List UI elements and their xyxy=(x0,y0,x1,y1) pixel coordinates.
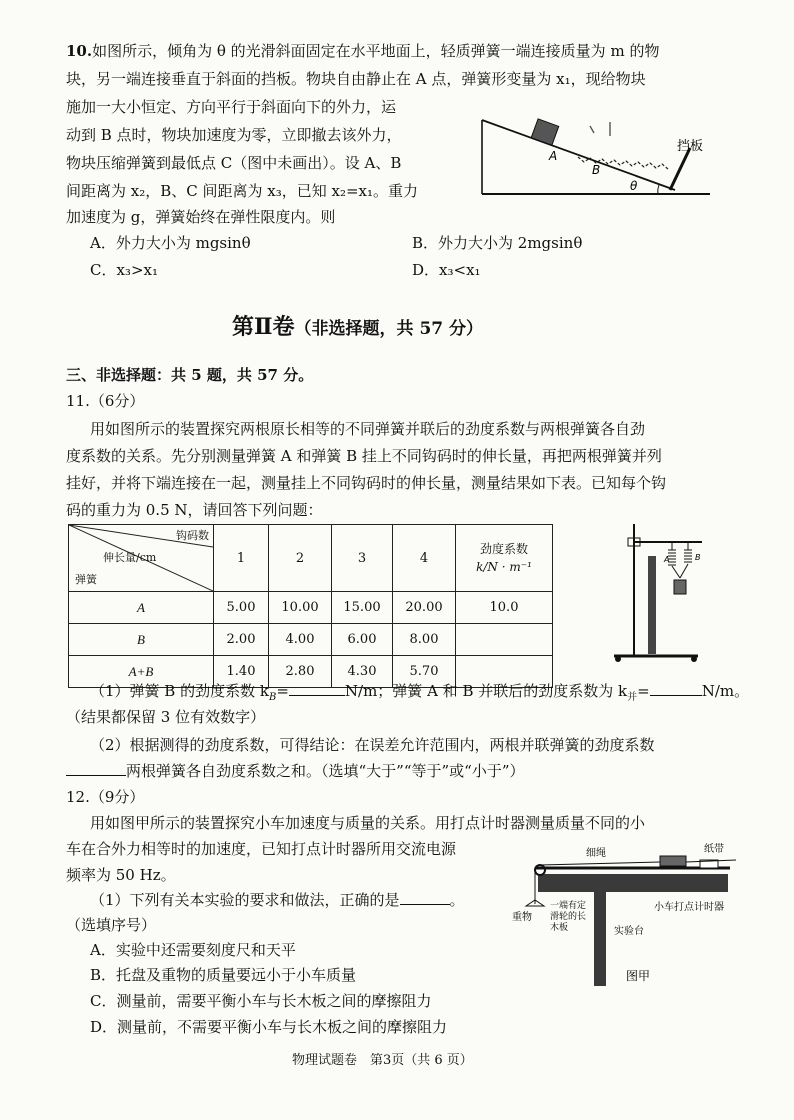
label-theta: θ xyxy=(630,179,638,193)
col-header: 3 xyxy=(332,525,393,592)
row-label: A xyxy=(69,592,214,624)
q11-line-3: 挂好，并将下端连接在一起，测量挂上不同钩码时的伸长量，测量结果如下表。已知每个钩 xyxy=(66,474,667,492)
kparallel-answer-blank[interactable] xyxy=(650,695,702,696)
q11-line-2: 度系数的关系。先分别测量弹簧 A 和弹簧 B 挂上不同钩码时的伸长量，再把两根弹簧并列 xyxy=(66,447,662,465)
table-cell: 2.00 xyxy=(214,624,269,656)
q10-text-1: 如图所示，倾角为 θ 的光滑斜面固定在水平地面上，轻质弹簧一端连接质量为 m 的物 xyxy=(92,42,660,60)
row-label: A+B xyxy=(69,656,214,688)
table-cell: 8.00 xyxy=(393,624,456,656)
block xyxy=(531,119,559,145)
q12-line-3: 频率为 50 Hz。 xyxy=(66,866,176,884)
table-row xyxy=(69,592,553,624)
label-board-1: 一端有定 xyxy=(550,901,587,911)
lab-bench xyxy=(538,874,728,892)
label-car: 小车 xyxy=(654,902,674,913)
q10-option-B: B．外力大小为 2mgsinθ xyxy=(412,234,583,252)
k-header xyxy=(456,525,553,592)
q11-line-4: 码的重力为 0.5 N，请回答下列问题： xyxy=(66,501,323,519)
corner-mid: 伸长量/cm xyxy=(103,551,157,564)
page-footer: 物理试题卷 第3页（共 6 页） xyxy=(292,1053,473,1068)
q12-option-A: A．实验中还需要刻度尺和天平 xyxy=(90,941,296,959)
q10-line-7: 加速度为 g，弹簧始终在弹性限度内。则 xyxy=(66,208,336,226)
q12-sub1-end: 。 xyxy=(449,891,465,909)
q10-option-C: C．x₃>x₁ xyxy=(90,261,158,279)
weights xyxy=(674,580,686,594)
q10-line-6: 间距离为 x₂，B、C 间距离为 x₃，已知 x₂=x₁。重力 xyxy=(66,182,419,200)
incline-figure xyxy=(470,110,730,202)
section2-heading: 三、非选择题：共 5 题，共 57 分。 xyxy=(66,366,314,384)
section2-title-main: 第Ⅱ卷 xyxy=(232,314,295,340)
figure-caption: 图甲 xyxy=(626,969,651,983)
q12-option-B: B．托盘及重物的质量要远小于小车质量 xyxy=(90,966,357,984)
q12-option-D: D．测量前，不需要平衡小车与长木板之间的摩擦阻力 xyxy=(90,1018,448,1036)
table-cell: 2.80 xyxy=(269,656,332,688)
table-cell: 5.00 xyxy=(214,592,269,624)
q12-sub1-note: （选填序号） xyxy=(66,916,157,934)
cart xyxy=(660,856,686,866)
label-A: A xyxy=(549,149,558,163)
q11-line-1: 用如图所示的装置探究两根原长相等的不同弹簧并联后的劲度系数与两根弹簧各自劲 xyxy=(90,420,646,438)
table-cell: 4.30 xyxy=(332,656,393,688)
col-header: 4 xyxy=(393,525,456,592)
k-cell xyxy=(456,624,553,656)
table-header-row xyxy=(69,525,553,592)
table-cell: 20.00 xyxy=(393,592,456,624)
q12-option-C: C．测量前，需要平衡小车与长木板之间的摩擦阻力 xyxy=(90,992,432,1010)
table-cell: 1.40 xyxy=(214,656,269,688)
q10-option-A: A．外力大小为 mgsinθ xyxy=(90,234,251,252)
table-cell: 5.70 xyxy=(393,656,456,688)
label-timer: 打点计时器 xyxy=(674,902,724,913)
col-header: 2 xyxy=(269,525,332,592)
board xyxy=(670,148,690,190)
q11-sub1-b: = xyxy=(276,682,289,700)
corner-top: 钩码数 xyxy=(176,529,209,542)
q12-line-1: 用如图甲所示的装置探究小车加速度与质量的关系。用打点计时器测量质量不同的小 xyxy=(90,814,646,832)
q11-sub1-c: N/m；弹簧 A 和 B 并联后的劲度系数为 k xyxy=(344,682,628,700)
table-cell: 4.00 xyxy=(269,624,332,656)
section2-subtitle: （非选择题，共 57 分） xyxy=(294,319,484,339)
compare-answer-blank[interactable] xyxy=(66,775,126,776)
table-corner-cell xyxy=(69,525,214,592)
q10-line-2: 块，另一端连接垂直于斜面的挡板。物块自由静止在 A 点，弹簧形变量为 x₁，现给物块 xyxy=(66,70,646,88)
q11-sub1-a: （1）弹簧 B 的劲度系数 k xyxy=(90,682,269,700)
q10-number: 10. xyxy=(66,42,93,60)
q10-line-5: 物块压缩弹簧到最低点 C（图中未画出）。设 A、B xyxy=(66,154,402,172)
label-tape: 纸带 xyxy=(704,844,724,855)
q12-answer-blank[interactable] xyxy=(400,904,450,905)
section2-title xyxy=(232,312,483,344)
kb-answer-blank[interactable] xyxy=(289,695,345,696)
label-board-2: 滑轮的长 xyxy=(550,912,587,922)
q10-line-4: 动到 B 点时，物块加速度为零，立即撤去该外力， xyxy=(66,126,402,144)
q10-line-1 xyxy=(66,40,659,62)
q12-line-2: 车在合外力相等时的加速度，已知打点计时器所用交流电源 xyxy=(66,840,457,858)
spring-apparatus-figure xyxy=(606,516,716,666)
label-string: 细绳 xyxy=(586,848,606,859)
label-board: 挡板 xyxy=(677,139,704,154)
table-cell: 10.00 xyxy=(269,592,332,624)
k-header-2: k/N · m⁻¹ xyxy=(476,560,532,574)
svg-text:B: B xyxy=(695,553,701,562)
q11-sub1-e: N/m。 xyxy=(701,682,750,700)
q11-number: 11.（6分） xyxy=(66,392,145,410)
spring-B xyxy=(684,550,692,562)
spring-data-table xyxy=(68,524,553,688)
q11-sub2-line-2 xyxy=(66,760,525,782)
col-header: 1 xyxy=(214,525,269,592)
label-B: B xyxy=(592,163,601,177)
k-cell: 10.0 xyxy=(456,592,553,624)
q11-sub1-c-sub: 并 xyxy=(627,692,638,703)
q11-sub2-text-2: 两根弹簧各自劲度系数之和。（选填“大于”“等于”或“小于”） xyxy=(126,762,525,780)
label-tray: 重物 xyxy=(512,912,532,923)
q11-sub1-d: = xyxy=(637,682,650,700)
q12-sub1-line xyxy=(90,889,465,911)
label-stand: 实验台 xyxy=(614,926,644,937)
cart-apparatus-figure xyxy=(508,838,740,990)
string xyxy=(540,862,660,865)
corner-bottom: 弹簧 xyxy=(75,573,97,586)
q11-sub1-note: （结果都保留 3 位有效数字） xyxy=(66,708,266,726)
table-cell: 6.00 xyxy=(332,624,393,656)
q11-sub2-line-1: （2）根据测得的劲度系数，可得结论：在误差允许范围内，两根并联弹簧的劲度系数 xyxy=(90,736,655,754)
q10-option-D: D．x₃<x₁ xyxy=(412,261,481,279)
q11-sub1-line xyxy=(90,680,749,709)
q10-line-3: 施加一大小恒定、方向平行于斜面向下的外力，运 xyxy=(66,98,397,116)
ruler xyxy=(648,556,656,654)
q12-sub1-text: （1）下列有关本实验的要求和做法，正确的是 xyxy=(90,891,400,909)
row-label: B xyxy=(69,624,214,656)
q11-sub1-a-sub: B xyxy=(268,692,277,703)
table-row xyxy=(69,624,553,656)
svg-text:A: A xyxy=(664,555,670,564)
label-board-3: 木板 xyxy=(550,923,569,933)
table-cell: 15.00 xyxy=(332,592,393,624)
k-header-1: 劲度系数 xyxy=(479,542,528,556)
q12-number: 12.（9分） xyxy=(66,788,145,806)
